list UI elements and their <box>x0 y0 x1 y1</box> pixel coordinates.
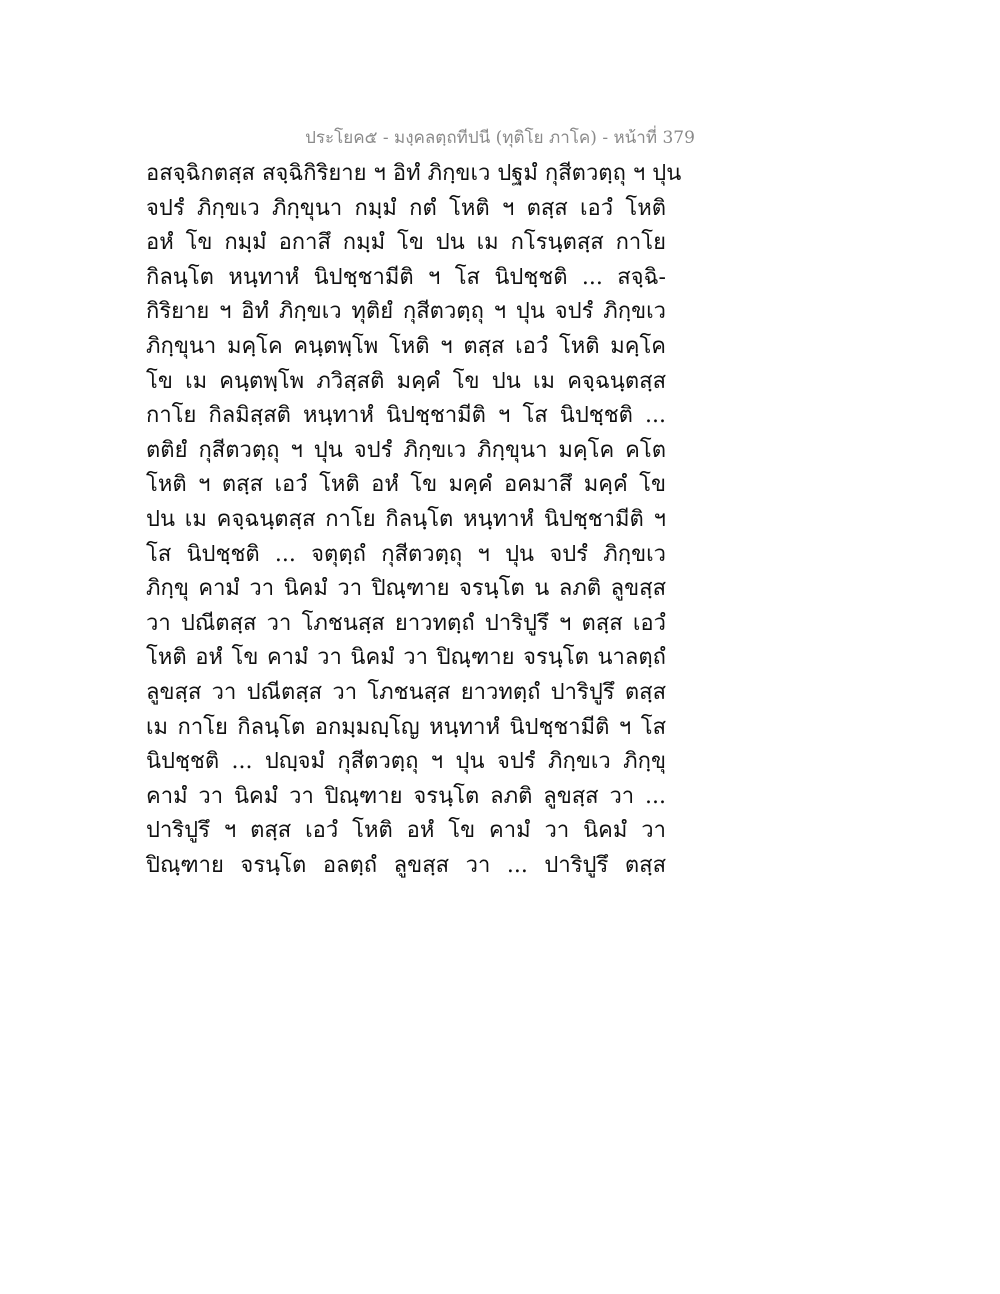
text-line: วา ปณีตสฺส วา โภชนสฺส ยาวทตฺถํ ปาริปูรึ ฯ ตสฺส เอวํ <box>146 610 666 636</box>
text-line: กิริยาย ฯ อิทํ ภิกฺขเว ทุติยํ กุสีตวตฺถุ ฯ ปุน จปรํ ภิกฺขเว <box>146 299 666 325</box>
text-line: ตติยํ กุสีตวตฺถุ ฯ ปุน จปรํ ภิกฺขเว ภิกฺขุนา มคฺโค คโต <box>146 437 666 463</box>
text-line: อสจฺฉิกตสฺส สจฺฉิกิริยาย ฯ อิทํ ภิกฺขเว ปฐมํ กุสีตวตฺถุ ฯ ปุน <box>146 161 682 186</box>
text-line: จปรํ ภิกฺขเว ภิกฺขุนา กมฺมํ กตํ โหติ ฯ ตสฺส เอวํ โหติ <box>146 195 666 221</box>
text-line: โข เม คนฺตพฺโพ ภวิสฺสติ มคฺคํ โข ปน เม คจฺฉนฺตสฺส <box>146 368 666 394</box>
running-header: ประโยค๕ - มงฺคลตฺถทีปนี (ทุติโย ภาโค) - หน้าที่ 379 <box>305 128 695 148</box>
text-line: ภิกฺขุนา มคฺโค คนฺตพฺโพ โหติ ฯ ตสฺส เอวํ โหติ มคฺโค <box>146 333 666 359</box>
text-line: โหติ ฯ ตสฺส เอวํ โหติ อหํ โข มคฺคํ อคมาสึ มคฺคํ โข <box>146 472 666 498</box>
text-line: อหํ โข กมฺมํ อกาสึ กมฺมํ โข ปน เม กโรนฺตสฺส กาโย <box>146 230 666 256</box>
text-line: ปน เม คจฺฉนฺตสฺส กาโย กิลนฺโต หนฺทาหํ นิปชฺชามีติ ฯ <box>146 506 666 532</box>
text-line: โส นิปชฺชติ ... จตุตฺถํ กุสีตวตฺถุ ฯ ปุน จปรํ ภิกฺขเว <box>146 541 666 567</box>
text-line: เม กาโย กิลนฺโต อกมฺมญฺโญ หนฺทาหํ นิปชฺชามีติ ฯ โส <box>146 714 666 740</box>
text-line: นิปชฺชติ ... ปญฺจมํ กุสีตวตฺถุ ฯ ปุน จปรํ ภิกฺขเว ภิกฺขุ <box>146 749 666 775</box>
text-line: ปิณฺฑาย จรนฺโต อลตฺถํ ลูขสฺส วา ... ปาริปูรึ ตสฺส <box>146 852 666 878</box>
text-line: กาโย กิลมิสฺสติ หนฺทาหํ นิปชฺชามีติ ฯ โส นิปชฺชติ ... <box>146 403 666 429</box>
text-line: คามํ วา นิคมํ วา ปิณฺฑาย จรนฺโต ลภติ ลูขสฺส วา ... <box>146 783 666 809</box>
text-line: โหติ อหํ โข คามํ วา นิคมํ วา ปิณฺฑาย จรนฺโต นาลตฺถํ <box>146 645 666 671</box>
body-text <box>146 157 682 883</box>
text-line: ภิกฺขุ คามํ วา นิคมํ วา ปิณฺฑาย จรนฺโต น ลภติ ลูขสฺส <box>146 576 666 602</box>
text-line: ปาริปูรึ ฯ ตสฺส เอวํ โหติ อหํ โข คามํ วา นิคมํ วา <box>146 818 666 844</box>
text-line: ลูขสฺส วา ปณีตสฺส วา โภชนสฺส ยาวทตฺถํ ปาริปูรึ ตสฺส <box>146 679 666 705</box>
text-line: กิลนฺโต หนฺทาหํ นิปชฺชามีติ ฯ โส นิปชฺชติ ... สจฺฉิ- <box>146 264 666 290</box>
